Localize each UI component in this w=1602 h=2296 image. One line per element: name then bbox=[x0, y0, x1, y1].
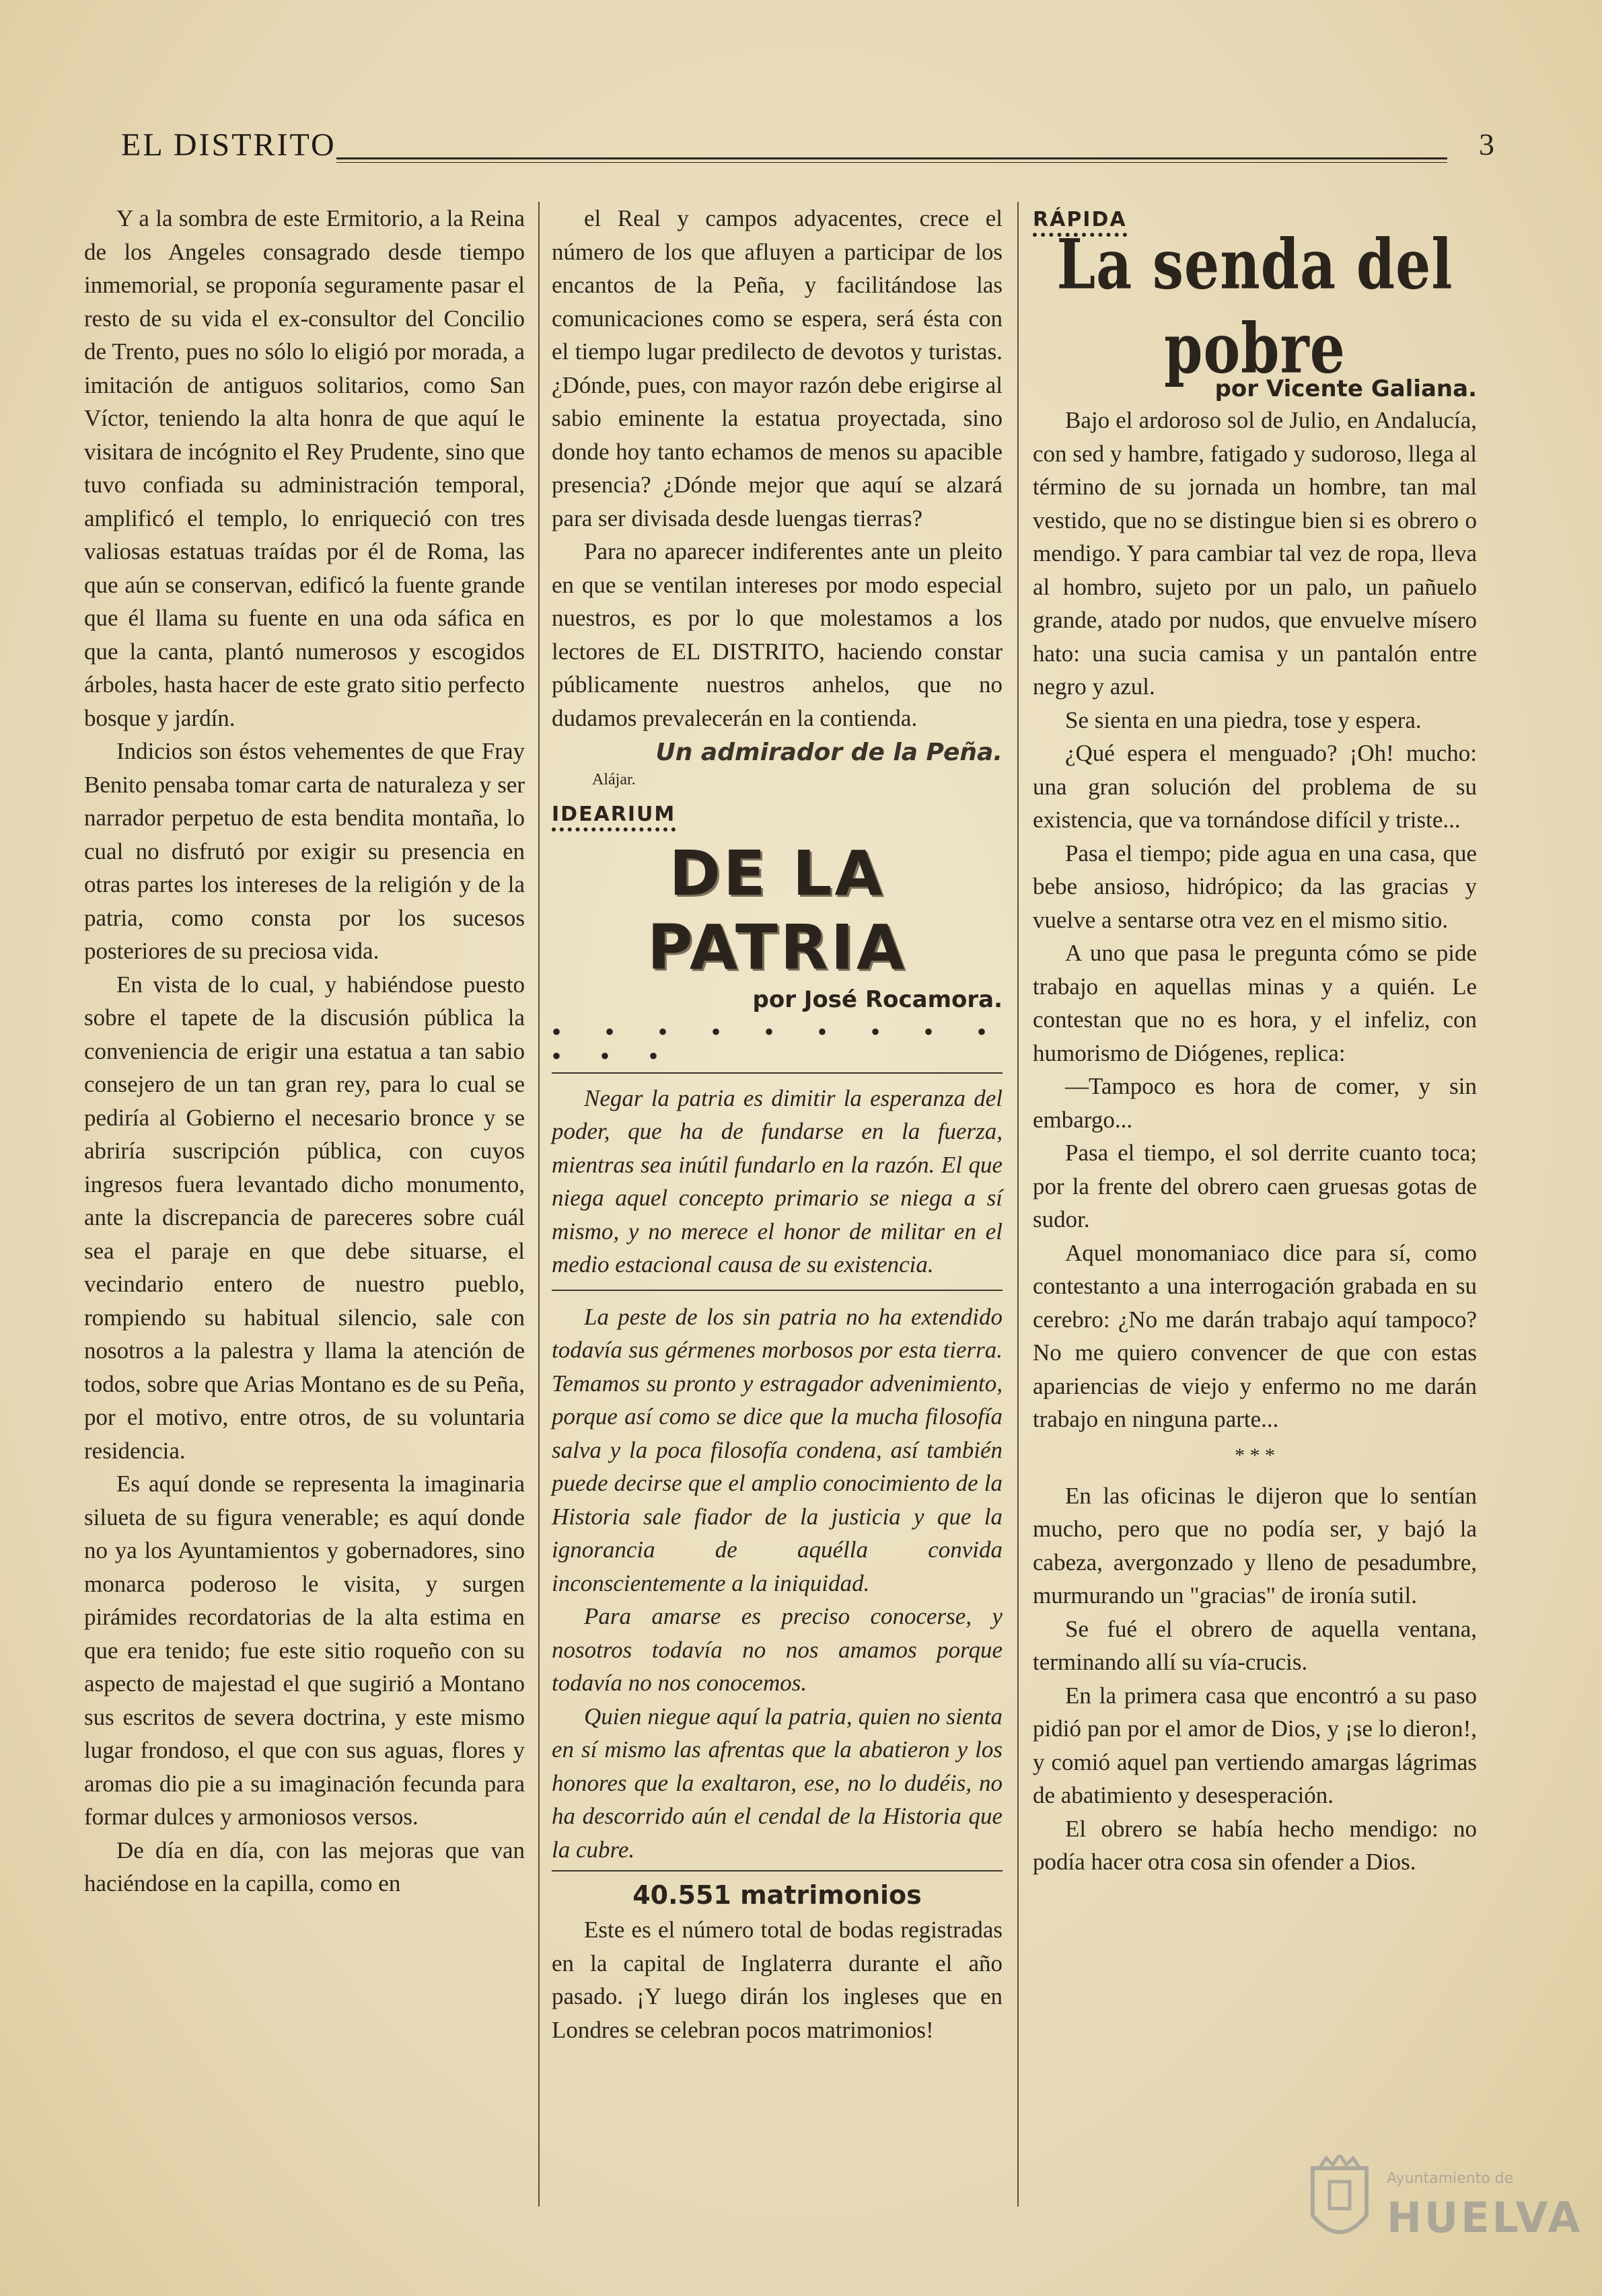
article-headline: 40.551 matrimonios bbox=[632, 1880, 922, 1910]
paragraph: Se sienta en una piedra, tose y espera. bbox=[1065, 706, 1422, 733]
paragraph: Y a la sombra de este Ermitorio, a la Reina de los Angeles consagrado desde tiempo inmemorial, se proponía seguramente pasar el resto de su vida el ex-consultor del Concilio de Trento, pues no sólo lo eligió por morada, a imitación de antiguos solitarios, como San Víctor, teniendo la alta honra de que aquí le visitara de incógnito el Rey Prudente, sino que tuvo confiada su administración temporal, amplificó el templo, lo enriqueció con tres valiosas estatuas traídas por él de Roma, las que aún se conservan, edificó la fuente grande que él llama su fuente en una oda sáfica en que la canta, plantó numerosos y escogidos árboles, hasta hacer de este grato sitio perfecto bosque y jardín. bbox=[84, 205, 525, 731]
section-kicker: IDEARIUM bbox=[552, 802, 676, 831]
paragraph: el Real y campos adyacentes, crece el número de los que afluyen a participar de los encantos de la Peña, y facilitándose las comunicaciones como se espera, será ésta con el tiempo lugar predilecto de devotos y turistas. ¿Dónde, pues, con mayor razón debe erigirse al sabio eminente la estatua proyectada, sino donde hoy tanto echamos de menos su apacible presencia? ¿Dónde mejor que aquí se alzará para ser divisada desde luengas tierras? bbox=[552, 205, 1003, 531]
archive-watermark bbox=[1306, 2151, 1583, 2259]
article-location: Alájar. bbox=[592, 770, 636, 788]
idearium-article bbox=[552, 797, 1003, 1867]
paragraph: Es aquí donde se representa la imaginaria silueta de su figura venerable; es aquí donde no ya los Ayuntamientos y gobernadores, sino monarca poderoso le visita, y surgen pirámides recordatorias de la alta estima en que era tenido; fue este sitio roqueño con su aspecto de majestad el que sugirió a Montano sus escritos de severa doctrina, y este mismo lugar frondoso, el que con sus aguas, flores y aromas dio pie a su imaginación fecunda para formar dulces y armoniosos versos. bbox=[84, 1471, 525, 1830]
paragraph: De día en día, con las mejoras que van haciéndose en la capilla, como en bbox=[84, 1837, 525, 1896]
article-body bbox=[552, 1072, 1003, 1867]
paragraph: La peste de los sin patria no ha extendido todavía sus gérmenes morbosos por esta tierra. Temamos su pronto y estragador advenimiento, porque así como se dice que la mucha filosofía salva y la poca filosofía condena, así también puede decirse que el amplio conocimiento de la Historia sale fiador de la justicia y que la ignorancia de aquélla convida inconscientemente a la iniquidad. bbox=[552, 1303, 1003, 1596]
article-byline: por Vicente Galiana. bbox=[1214, 375, 1477, 402]
paragraph: Pasa el tiempo, el sol derrite cuanto toca; por la frente del obrero caen gruesas gotas de sudor. bbox=[1033, 1140, 1477, 1232]
masthead-rule bbox=[336, 157, 1447, 163]
paragraph: En las oficinas le dijeron que lo sentían mucho, pero que no podía ser, y bajó la cabeza, avergonzado y lleno de pesadumbre, murmurando un "gracias" de ironía sutil. bbox=[1033, 1482, 1477, 1608]
masthead bbox=[121, 121, 1494, 168]
article-byline: por José Rocamora. bbox=[752, 986, 1003, 1013]
paragraph: Aquel monomaniaco dice para sí, como contestanto a una interrogación grabada en su cerebro: ¿No me darán trabajo aquí tampoco? No me quiero convencer de que con estas apariencias de viejo y enfermo no me darán trabajo en ninguna parte... bbox=[1033, 1239, 1477, 1432]
paragraph: Negar la patria es dimitir la esperanza del poder, que ha de fundarse en la fuerza, mientras sea inútil fundarlo en la razón. El que niega aquel concepto primario se niega a sí mismo, y no merece el honor de militar en el medio estacional causa de su existencia. bbox=[552, 1084, 1003, 1277]
paragraph: Para amarse es preciso conocerse, y nosotros todavía no nos amamos porque todavía no nos conocemos. bbox=[552, 1603, 1003, 1696]
column-2 bbox=[552, 202, 1003, 2046]
paragraph: A uno que pasa le pregunta cómo se pide trabajo en aquellas minas y a quién. Le contestan que no es hora, y el infeliz, con humorismo de Diógenes, replica: bbox=[1033, 940, 1477, 1066]
column-1 bbox=[84, 202, 525, 1900]
article-headline: La senda del pobre bbox=[1056, 224, 1453, 390]
column-3 bbox=[1033, 202, 1477, 1879]
paragraph: En vista de lo cual, y habiéndose puesto sobre el tapete de la discusión pública la conveniencia de erigir una estatua a tan sabio consejero de un tan gran rey, para lo cual se pediría al Gobierno el necesario bronce y se abriría suscripción pública, con cuyos ingresos fuera levantado dicho monumento, ante la discrepancia de pareceres sobre cuál sea el paraje en que debe situarse, el vecindario entero de nuestro pueblo, rompiendo su habitual silencio, sale con nosotros a la palestra y llama la atención de todos, sobre que Arias Montano es de su Peña, por el motivo, entre otros, de su voluntaria residencia. bbox=[84, 971, 525, 1464]
column-divider-1 bbox=[538, 202, 540, 2207]
paragraph: El obrero se había hecho mendigo: no podía hacer otra cosa sin ofender a Dios. bbox=[1033, 1815, 1477, 1875]
article-signature: Un admirador de la Peña. bbox=[655, 739, 1003, 766]
newspaper-title: EL DISTRITO bbox=[121, 127, 336, 163]
paragraph: —Tampoco es hora de comer, y sin embargo... bbox=[1033, 1073, 1477, 1133]
matrimonios-article bbox=[552, 1870, 1003, 2046]
coat-of-arms-icon bbox=[1306, 2155, 1373, 2256]
paragraph: Se fué el obrero de aquella ventana, terminando allí su vía-crucis. bbox=[1033, 1615, 1477, 1675]
section-kicker: RÁPIDA bbox=[1033, 207, 1127, 237]
boxed-quote bbox=[552, 1072, 1003, 1291]
paragraph: Quien niegue aquí la patria, quien no sienta en sí mismo las afrentas que la abatieron y los honores que la exaltaron, ese, no lo dudéis, no ha descorrido aún el cendal de la Historia que la cubre. bbox=[552, 1703, 1003, 1863]
paragraph: Indicios son éstos vehementes de que Fray Benito pensaba tomar carta de naturaleza y ser narrador perpetuo de esta bendita montaña, lo cual no disfrutó por exigir su presencia en otras partes los intereses de la religión y de la patria, como consta por los sucesos posteriores de su preciosa vida. bbox=[84, 738, 525, 964]
watermark-line2: HUELVA bbox=[1387, 2193, 1583, 2242]
column-divider-2 bbox=[1017, 202, 1019, 2207]
page-number: 3 bbox=[1479, 127, 1494, 161]
paragraph: Pasa el tiempo; pide agua en una casa, que bebe ansioso, hidrópico; da las gracias y vuelve a sentarse otra vez en el mismo sitio. bbox=[1033, 840, 1477, 933]
watermark-line1: Ayuntamiento de bbox=[1387, 2170, 1514, 2187]
paragraph: Para no aparecer indiferentes ante un pleito en que se ventilan intereses por modo especial nuestros, es por lo que molestamos a los lectores de EL DISTRITO, haciendo constar públicamente nuestros anhelos, que no dudamos prevalecerán en la contienda. bbox=[552, 538, 1003, 731]
paragraph: En la primera casa que encontró a su paso pidió pan por el amor de Dios, y ¡se lo dieron!, y comió aquel pan vertiendo amargas lágrimas de abatimiento y desesperación. bbox=[1033, 1682, 1477, 1808]
paragraph: Bajo el ardoroso sol de Julio, en Andalucía, con sed y hambre, fatigado y sudoroso, llega al término de su jornada un hombre, tan mal vestido, que no se distingue bien si es obrero o mendigo. Y para cambiar tal vez de ropa, lleva al hombro, sujeto por un palo, un pañuelo grande, atado por nudos, que envuelve mísero hato: una sucia camisa y un pantalón entre negro y azul. bbox=[1033, 407, 1477, 700]
paragraph: ¿Qué espera el menguado? ¡Oh! mucho: una gran solución del problema de su existencia, que va tornándose difícil y triste... bbox=[1033, 740, 1477, 833]
asterism: * * * bbox=[1235, 1444, 1275, 1467]
paragraph: Este es el número total de bodas registradas en la capital de Inglaterra durante el año pasado. ¡Y luego dirán los ingleses que en Londres se celebran pocos matrimonios! bbox=[552, 1917, 1003, 2043]
dotted-separator: • • • • • • • • • • • • bbox=[552, 1016, 1003, 1071]
article-headline: DE LA PATRIA bbox=[647, 837, 908, 984]
